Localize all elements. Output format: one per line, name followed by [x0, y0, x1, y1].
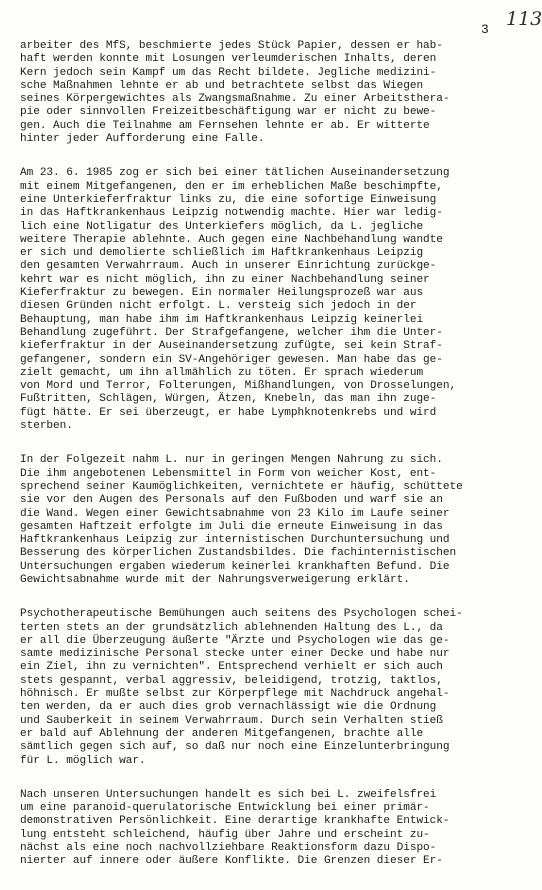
- text-line: Nach unseren Untersuchungen handelt es sich bei L. zweifelsfrei: [20, 788, 437, 801]
- text-line: mit einem Mitgefangenen, den er im erheblichen Maße beschimpfte,: [20, 180, 443, 193]
- text-line: lich eine Notligatur des Unterkiefers möglich, da L. jegliche: [20, 220, 424, 233]
- text-line: fügt hätte. Er sei überzeugt, er habe Lymphknotenkrebs und wird: [20, 406, 437, 419]
- text-line: Gewichtsabnahme wurde mit der Nahrungsverweigerung erklärt.: [20, 573, 410, 586]
- text-line: Am 23. 6. 1985 zog er sich bei einer tätlichen Auseinandersetzung: [20, 167, 450, 180]
- text-line: diesen Gründen nicht erfolgt. L. versteig sich jedoch in der: [20, 300, 417, 313]
- text-line: kehrt war es nicht möglich, ihn zu einer Nachbehandlung seiner: [20, 273, 430, 286]
- text-line: terten stets an der grundsätzlich ablehnenden Haltung des L., da: [20, 621, 443, 634]
- text-line: Die ihm angebotenen Lebensmittel in Form von weicher Kost, ent-: [20, 467, 437, 480]
- text-line: demonstrativen Persönlichkeit. Eine derartige krankhafte Entwick-: [20, 815, 450, 828]
- page-number: 3: [481, 22, 489, 37]
- text-line: den gesamten Verwahrraum. Auch in unserer Einrichtung zurückge-: [20, 260, 437, 273]
- text-line: die Wand. Wegen einer Gewichtsabnahme von 23 Kilo im Laufe seiner: [20, 507, 450, 520]
- text-line: Haftkrankenhaus Leipzig zur internistischen Durchuntersuchung und: [20, 534, 450, 547]
- text-line: zielt gemacht, um ihn allmählich zu töten. Er sprach wiederum: [20, 366, 424, 379]
- text-line: um eine paranoid-querulatorische Entwicklung bei einer primär-: [20, 802, 430, 815]
- text-line: Besserung des körperlichen Zustandsbildes. Die fachinternistischen: [20, 547, 457, 560]
- text-line: samte medizinische Personal stecke unter einer Decke und habe nur: [20, 648, 450, 661]
- text-line: lung entsteht schleichend, häufig über Jahre und erscheint zu-: [20, 828, 430, 841]
- paragraph: [20, 789, 532, 869]
- text-line: in das Haftkrankenhaus Leipzig notwendig machte. Hier war ledig-: [20, 207, 443, 220]
- text-line: eine Unterkieferfraktur links zu, die eine sofortige Einweisung: [20, 193, 437, 206]
- text-line: weitere Therapie ablehnte. Auch gegen eine Nachbehandlung wandte: [20, 233, 443, 246]
- text-line: Fußtritten, Schlägen, Würgen, Ätzen, Knebeln, das man ihn zuge-: [20, 393, 437, 406]
- text-line: haft werden konnte mit Losungen verleumderischen Inhalts, deren: [20, 53, 437, 66]
- typewritten-body: [20, 40, 532, 890]
- text-line: sämtlich gegen sich auf, so daß nur noch eine Einzelunterbringung: [20, 741, 450, 754]
- handwritten-archive-number: 113: [506, 8, 542, 30]
- text-line: gefangener, sondern ein SV-Angehöriger gewesen. Man habe das ge-: [20, 353, 443, 366]
- paragraph: [20, 454, 532, 587]
- text-line: seines Körpergewichtes als Zwangsmaßnahme. Zu einer Arbeitsthera-: [20, 93, 450, 106]
- text-line: ein Ziel, ihn zu vernichten". Entsprechend verhielt er sich auch: [20, 661, 443, 674]
- text-line: gen. Auch die Teilnahme am Fernsehen lehnte er ab. Er witterte: [20, 119, 430, 132]
- text-line: Behandlung zugeführt. Der Strafgefangene, welcher ihm die Unter-: [20, 326, 443, 339]
- text-line: Behauptung, man habe ihm im Haftkrankenhaus Leipzig keinerlei: [20, 313, 424, 326]
- text-line: stets gespannt, verbal aggressiv, beleidigend, trotzig, taktlos,: [20, 674, 443, 687]
- text-line: kieferfraktur in der Auseinandersetzung zufügte, sei kein Straf-: [20, 340, 443, 353]
- text-line: In der Folgezeit nahm L. nur in geringen Mengen Nahrung zu sich.: [20, 454, 443, 467]
- text-line: Kieferfraktur zu bewegen. Ein normaler Heilungsprozeß war aus: [20, 287, 424, 300]
- text-line: und Sauberkeit in seinem Verwahrraum. Durch sein Verhalten stieß: [20, 714, 443, 727]
- text-line: sie vor den Augen des Personals auf den Fußboden und warf sie an: [20, 494, 443, 507]
- text-line: pie oder sinnvollen Freizeitbeschäftigung war er nicht zu bewe-: [20, 106, 437, 119]
- text-line: sprechend seiner Kaumöglichkeiten, vernichtete er häufig, schüttete: [20, 480, 463, 493]
- text-line: für L. möglich war.: [20, 754, 146, 767]
- paragraph: [20, 40, 532, 146]
- text-line: gesamten Haftzeit erfolgte im Juli die erneute Einweisung in das: [20, 520, 443, 533]
- text-line: von Mord und Terror, Folterungen, Mißhandlungen, von Drosselungen,: [20, 380, 457, 393]
- text-line: sche Maßnahmen lehnte er ab und betrachtete selbst das Wiegen: [20, 79, 424, 92]
- paragraph: [20, 608, 532, 768]
- text-line: nächst als eine noch nachvollziehbare Reaktionsform dazu Dispo-: [20, 842, 437, 855]
- text-line: ten werden, da er auch dies grob vernachlässigt wie die Ordnung: [20, 701, 437, 714]
- text-line: Psychotherapeutische Bemühungen auch seitens des Psychologen schei-: [20, 608, 463, 621]
- text-line: höhnisch. Er mußte selbst zur Körperpflege mit Nachdruck angehal-: [20, 688, 450, 701]
- text-line: Kern jedoch sein Kampf um das Recht bildete. Jegliche medizini-: [20, 66, 437, 79]
- paragraph: [20, 167, 532, 433]
- text-line: er sich und demolierte schließlich im Haftkrankenhaus Leipzig: [20, 247, 424, 260]
- text-line: er all die Überzeugung äußerte "Ärzte und Psychologen wie das ge-: [20, 634, 450, 647]
- text-line: hinter jeder Aufforderung eine Falle.: [20, 133, 265, 146]
- text-line: arbeiter des MfS, beschmierte jedes Stück Papier, dessen er hab-: [20, 40, 443, 52]
- text-line: sterben.: [20, 420, 73, 433]
- text-line: er bald auf Ablehnung der anderen Mitgefangenen, brachte alle: [20, 727, 424, 740]
- text-line: nierter auf innere oder äußere Konflikte. Die Grenzen dieser Er-: [20, 855, 443, 868]
- text-line: Untersuchungen ergaben wiederum keinerlei krankhaften Befund. Die: [20, 560, 450, 573]
